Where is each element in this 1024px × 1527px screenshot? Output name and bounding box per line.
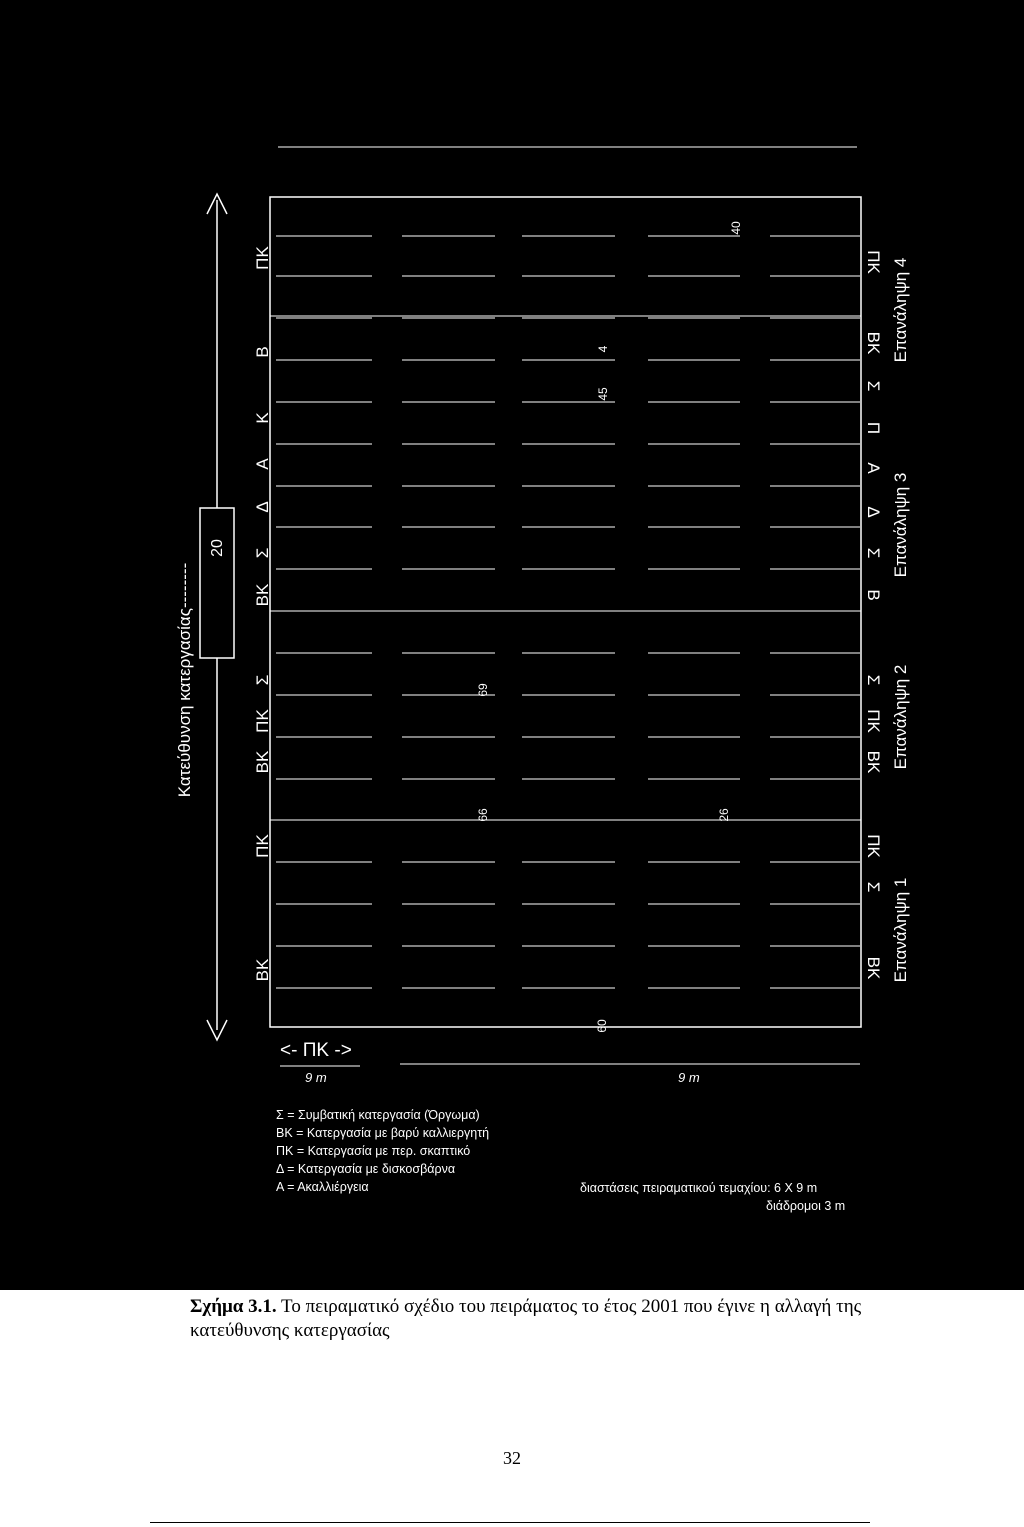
- repetition-labels: [891, 258, 910, 983]
- bottom-label: Σ: [864, 547, 883, 559]
- direction-label: Κατεύθυνση κατεργασίας--------: [175, 562, 194, 798]
- plot-number: 60: [595, 1019, 609, 1033]
- bottom-label: Α: [864, 462, 883, 474]
- legend-item: Δ = Κατεργασία με δισκοσβάρνα: [276, 1162, 456, 1176]
- plot-number: 26: [717, 808, 731, 822]
- bottom-label: ΒΚ: [864, 331, 883, 355]
- paths-note: διάδρομοι 3 m: [766, 1199, 846, 1213]
- bottom-labels: [864, 250, 883, 980]
- legend-item: ΒΚ = Κατεργασία με βαρύ καλλιεργητή: [276, 1126, 490, 1140]
- bottom-label: Σ: [864, 881, 883, 893]
- bottom-label: ΠΚ: [864, 250, 883, 274]
- page-number: 32: [503, 1448, 521, 1468]
- footer-rule: [150, 1522, 870, 1523]
- bottom-label: Π: [864, 421, 883, 435]
- top-label: ΠΚ: [253, 709, 272, 733]
- plot-number: 40: [729, 221, 743, 235]
- top-label: ΠΚ: [253, 834, 272, 858]
- repetition-label: Επανάληψη 4: [891, 257, 910, 363]
- figure-caption: [190, 1295, 890, 1343]
- bottom-label: Β: [864, 589, 883, 601]
- plot-number: 69: [476, 683, 490, 697]
- plot-number: 45: [596, 387, 610, 401]
- dimension-left: 9 m: [305, 1070, 327, 1085]
- plot-number: 66: [476, 808, 490, 822]
- top-label: Δ: [253, 501, 272, 513]
- legend-item: Σ = Συμβατική κατεργασία (Όργωμα): [276, 1108, 480, 1122]
- legend-item: Α = Ακαλλιέργεια: [276, 1180, 369, 1194]
- direction-box-value: 20: [209, 539, 226, 557]
- bottom-label: Σ: [864, 380, 883, 392]
- bottom-label: ΒΚ: [864, 956, 883, 980]
- top-label: Σ: [253, 547, 272, 559]
- bottom-label: Σ: [864, 674, 883, 686]
- aisle-label: <- ΠΚ ->: [280, 1040, 352, 1061]
- direction-arrow: [200, 194, 234, 1040]
- repetition-label: Επανάληψη 2: [891, 664, 910, 770]
- bottom-label: ΠΚ: [864, 709, 883, 733]
- plot-number: 4: [596, 345, 610, 353]
- plot-numbers: [476, 221, 743, 1033]
- repetition-label: Επανάληψη 1: [891, 877, 910, 983]
- legend-item: ΠΚ = Κατεργασία με περ. σκαπτικό: [276, 1144, 471, 1158]
- caption-text: Το πειραματικό σχέδιο του πειράματος το έτος 2001 που έγινε η αλλαγή της κατεύθυνσης κατεργασίας: [190, 1296, 862, 1341]
- legend: [276, 1108, 489, 1195]
- top-label: ΒΚ: [253, 958, 272, 982]
- field-outline: [270, 197, 861, 1027]
- dimensions-note: διαστάσεις πειραματικού τεμαχίου: 6 Χ 9 m: [580, 1181, 818, 1195]
- direction-box: [200, 508, 234, 658]
- top-label: Σ: [253, 674, 272, 686]
- bottom-label: Δ: [864, 506, 883, 518]
- caption-label: Σχήμα 3.1.: [190, 1296, 277, 1317]
- top-label: Α: [253, 458, 272, 470]
- top-label: Κ: [253, 412, 272, 424]
- plot-separators: [270, 236, 861, 988]
- top-label: ΠΚ: [253, 246, 272, 270]
- bottom-label: ΠΚ: [864, 834, 883, 858]
- top-label: ΒΚ: [253, 750, 272, 774]
- dimension-right: 9 m: [678, 1070, 700, 1085]
- top-label: Β: [253, 346, 272, 358]
- top-labels: [253, 246, 272, 982]
- repetition-label: Επανάληψη 3: [891, 472, 910, 578]
- bottom-label: ΒΚ: [864, 750, 883, 774]
- top-label: ΒΚ: [253, 583, 272, 607]
